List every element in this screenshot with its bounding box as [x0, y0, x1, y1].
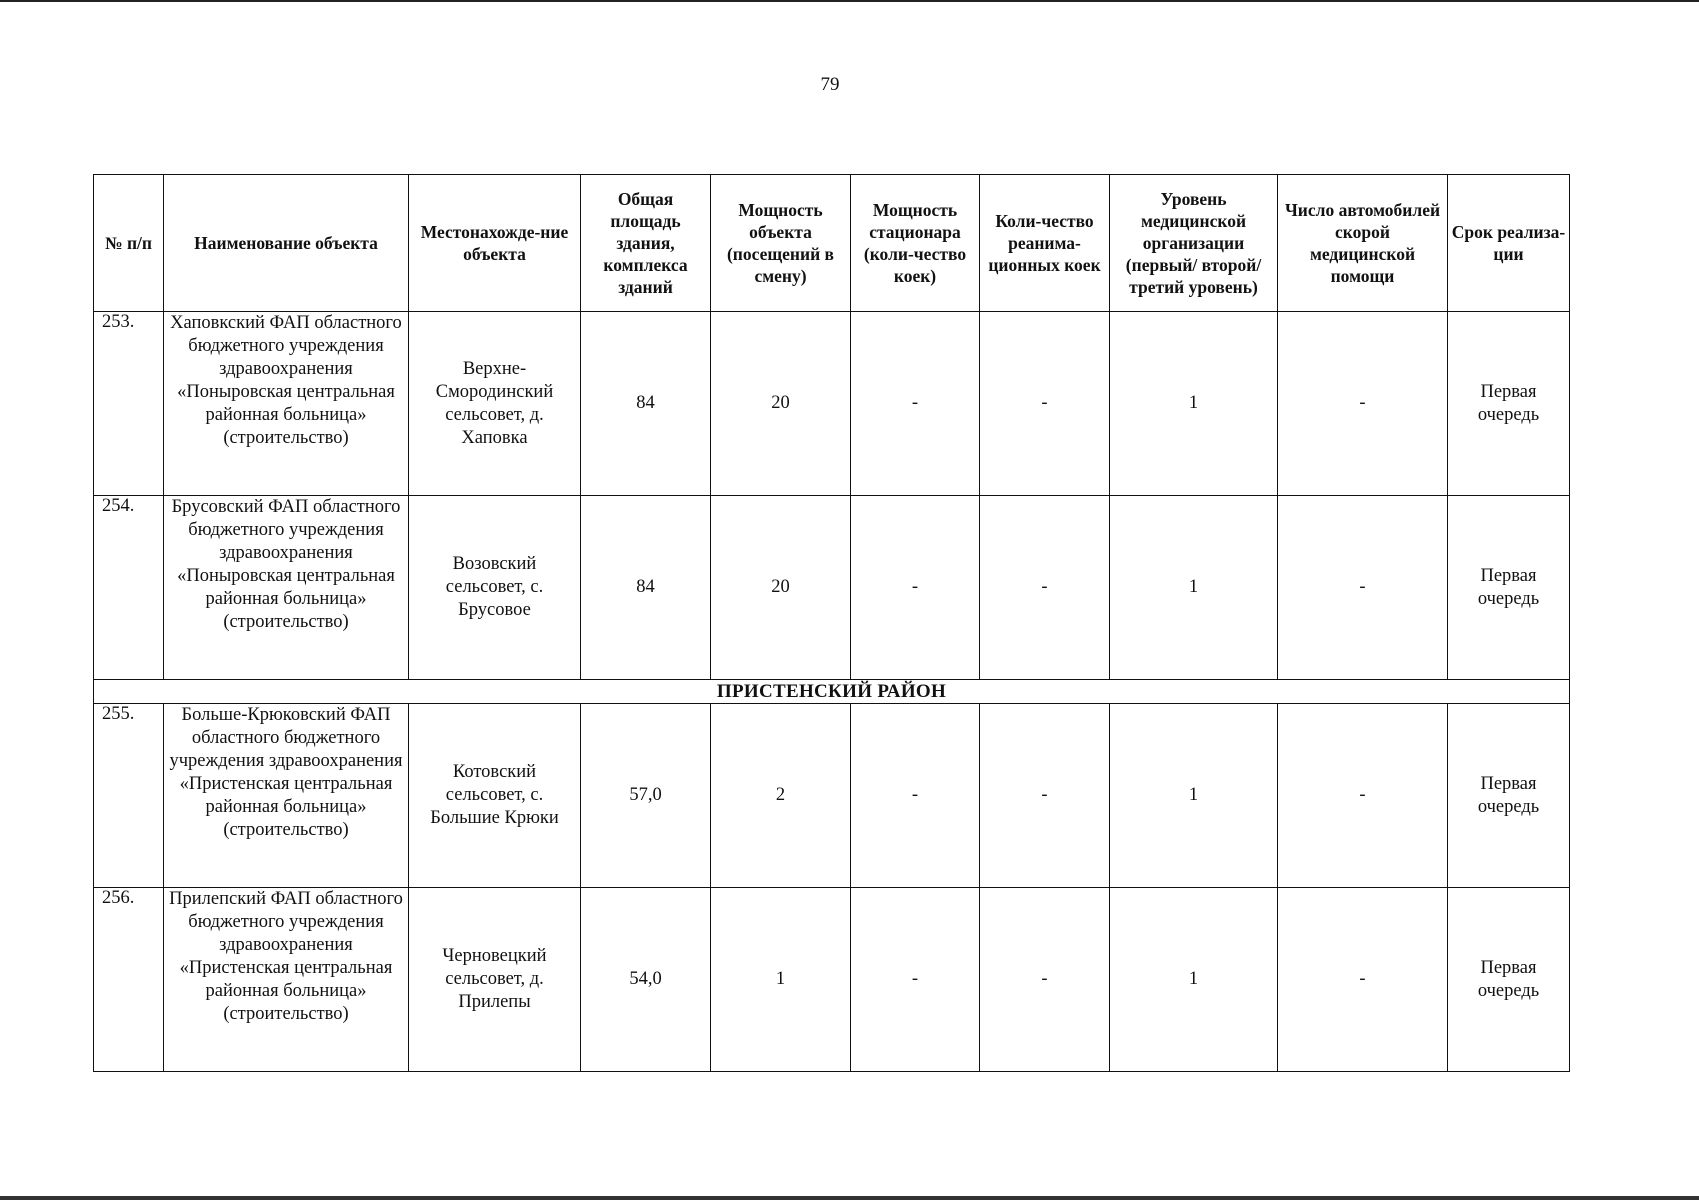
table-body — [94, 312, 1570, 1072]
facility-level: 1 — [1110, 312, 1278, 496]
facility-term: Первая очередь — [1448, 312, 1570, 496]
facility-beds: - — [851, 312, 980, 496]
facility-area: 57,0 — [581, 704, 711, 888]
facility-ambulances: - — [1278, 704, 1448, 888]
facility-icu-beds: - — [980, 312, 1110, 496]
row-number: 253. — [94, 312, 164, 496]
page-number: 79 — [820, 74, 840, 95]
facilities-table-wrapper — [93, 174, 1570, 1072]
section-row — [94, 680, 1570, 704]
scan-edge-top — [0, 0, 1699, 2]
table-row — [94, 312, 1570, 496]
facility-name: Хаповкский ФАП областного бюджетного учреждения здравоохранения «Поныровская центральная районная больница» (строительство) — [164, 312, 409, 496]
facility-ambulances: - — [1278, 312, 1448, 496]
facility-term: Первая очередь — [1448, 888, 1570, 1072]
facility-level: 1 — [1110, 888, 1278, 1072]
facility-location: Возовский сельсовет, с. Брусовое — [409, 496, 581, 680]
header-cell-level: Уровень медицинской организации (первый/ второй/ третий уровень) — [1110, 175, 1278, 312]
facility-level: 1 — [1110, 496, 1278, 680]
facility-ambulances: - — [1278, 888, 1448, 1072]
facility-location: Котовский сельсовет, с. Большие Крюки — [409, 704, 581, 888]
header-cell-icu-beds: Коли-чество реанима-ционных коек — [980, 175, 1110, 312]
facility-area: 54,0 — [581, 888, 711, 1072]
facility-area: 84 — [581, 312, 711, 496]
facility-capacity: 20 — [711, 312, 851, 496]
facility-location: Черновецкий сельсовет, д. Прилепы — [409, 888, 581, 1072]
header-cell-area: Общая площадь здания, комплекса зданий — [581, 175, 711, 312]
row-number: 254. — [94, 496, 164, 680]
row-number: 255. — [94, 704, 164, 888]
facility-beds: - — [851, 888, 980, 1072]
header-cell-term: Срок реализа-ции — [1448, 175, 1570, 312]
header-cell-name: Наименование объекта — [164, 175, 409, 312]
scan-edge-bottom — [0, 1196, 1699, 1200]
facility-icu-beds: - — [980, 704, 1110, 888]
table-row — [94, 496, 1570, 680]
facility-capacity: 20 — [711, 496, 851, 680]
header-cell-location: Местонахожде-ние объекта — [409, 175, 581, 312]
header-cell-number: № п/п — [94, 175, 164, 312]
header-row — [94, 175, 1570, 312]
facility-beds: - — [851, 704, 980, 888]
facility-term: Первая очередь — [1448, 496, 1570, 680]
facility-name: Больше-Крюковский ФАП областного бюджетного учреждения здравоохранения «Пристенская центральная районная больница» (строительство) — [164, 704, 409, 888]
facility-beds: - — [851, 496, 980, 680]
facility-location: Верхне-Смородинский сельсовет, д. Хаповка — [409, 312, 581, 496]
facility-icu-beds: - — [980, 888, 1110, 1072]
facility-level: 1 — [1110, 704, 1278, 888]
facility-capacity: 1 — [711, 888, 851, 1072]
row-number: 256. — [94, 888, 164, 1072]
section-title: ПРИСТЕНСКИЙ РАЙОН — [94, 680, 1570, 704]
facility-term: Первая очередь — [1448, 704, 1570, 888]
facility-capacity: 2 — [711, 704, 851, 888]
facility-name: Прилепский ФАП областного бюджетного учреждения здравоохранения «Пристенская центральная районная больница» (строительство) — [164, 888, 409, 1072]
table-row — [94, 704, 1570, 888]
table-header — [94, 175, 1570, 312]
header-cell-capacity: Мощность объекта (посещений в смену) — [711, 175, 851, 312]
facilities-table — [93, 174, 1570, 1072]
table-row — [94, 888, 1570, 1072]
facility-area: 84 — [581, 496, 711, 680]
header-cell-beds: Мощность стационара (коли-чество коек) — [851, 175, 980, 312]
facility-name: Брусовский ФАП областного бюджетного учреждения здравоохранения «Поныровская центральная районная больница» (строительство) — [164, 496, 409, 680]
facility-icu-beds: - — [980, 496, 1110, 680]
header-cell-ambulances: Число автомобилей скорой медицинской помощи — [1278, 175, 1448, 312]
facility-ambulances: - — [1278, 496, 1448, 680]
